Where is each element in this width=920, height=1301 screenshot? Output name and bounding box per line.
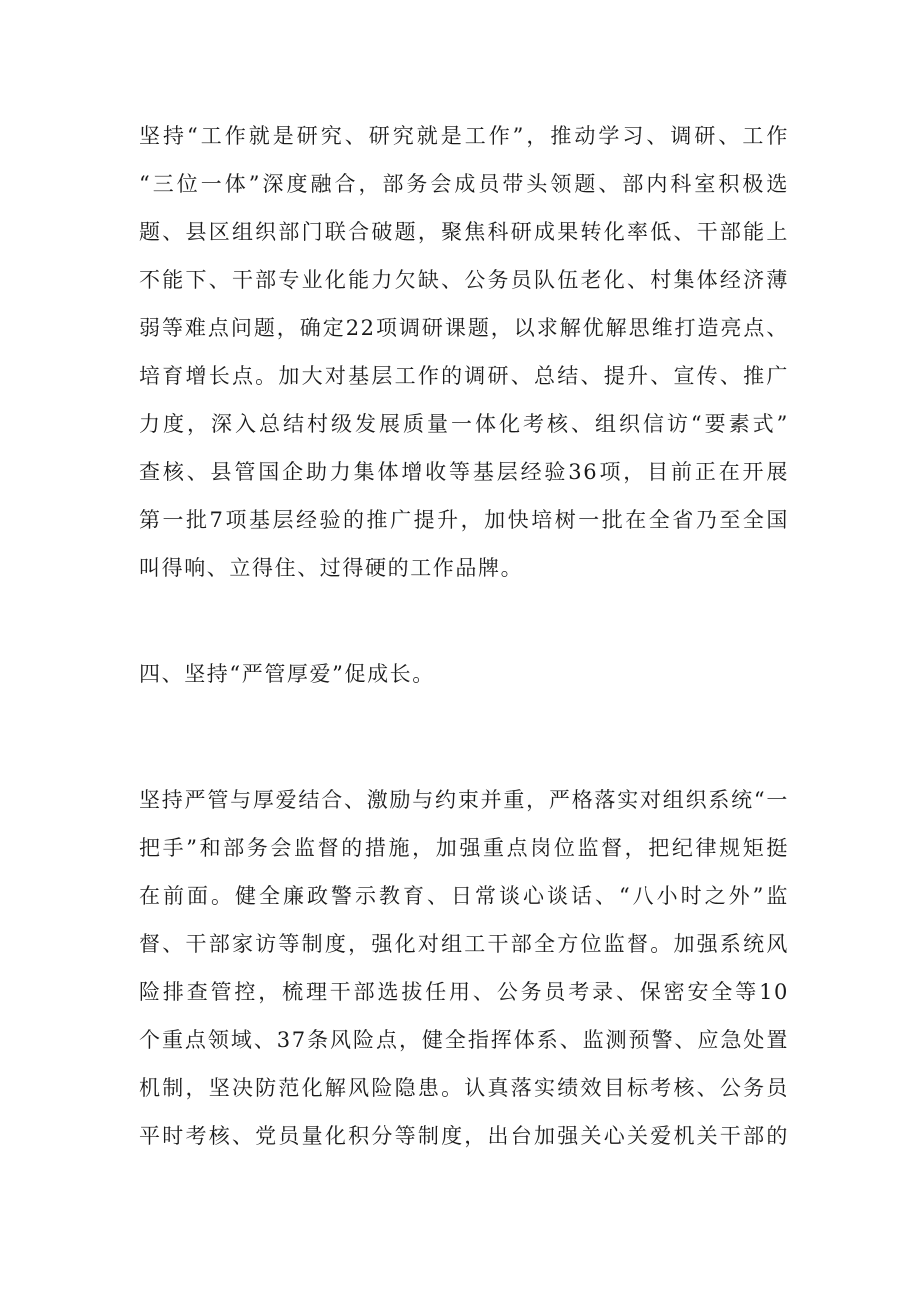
paragraph-line: 题、县区组织部门联合破题，聚焦科研成果转化率低、干部能上: [139, 220, 789, 244]
paragraph-line: 机制，坚决防范化解风险隐患。认真落实绩效目标考核、公务员: [139, 1076, 789, 1100]
paragraph-line: 把手”和部务会监督的措施，加强重点岗位监督，把纪律规矩挺: [139, 836, 789, 860]
paragraph-line: 培育增长点。加大对基层工作的调研、总结、提升、宣传、推广: [139, 364, 789, 388]
paragraph-line: 坚持“工作就是研究、研究就是工作”，推动学习、调研、工作: [139, 124, 789, 148]
paragraph-line: 叫得响、立得住、过得硬的工作品牌。: [139, 556, 524, 580]
paragraph-line: 不能下、干部专业化能力欠缺、公务员队伍老化、村集体经济薄: [139, 268, 789, 292]
paragraph-line: 力度，深入总结村级发展质量一体化考核、组织信访“要素式”: [139, 412, 789, 436]
paragraph-line: 督、干部家访等制度，强化对组工干部全方位监督。加强系统风: [139, 932, 789, 956]
section-heading: 四、坚持“严管厚爱”促成长。: [139, 662, 435, 686]
paragraph-line: “三位一体”深度融合，部务会成员带头领题、部内科室积极选: [139, 172, 789, 196]
paragraph-line: 个重点领域、37条风险点，健全指挥体系、监测预警、应急处置: [139, 1028, 789, 1052]
paragraph-line: 第一批7项基层经验的推广提升，加快培树一批在全省乃至全国: [139, 508, 789, 532]
paragraph-line: 平时考核、党员量化积分等制度，出台加强关心关爱机关干部的: [139, 1124, 789, 1148]
paragraph-line: 查核、县管国企助力集体增收等基层经验36项，目前正在开展: [139, 460, 789, 484]
paragraph-line: 在前面。健全廉政警示教育、日常谈心谈话、“八小时之外”监: [139, 884, 789, 908]
paragraph-line: 险排查管控，梳理干部选拔任用、公务员考录、保密安全等10: [139, 980, 789, 1004]
paragraph-line: 弱等难点问题，确定22项调研课题，以求解优解思维打造亮点、: [139, 316, 789, 340]
paragraph-line: 坚持严管与厚爱结合、激励与约束并重，严格落实对组织系统“一: [139, 788, 789, 812]
